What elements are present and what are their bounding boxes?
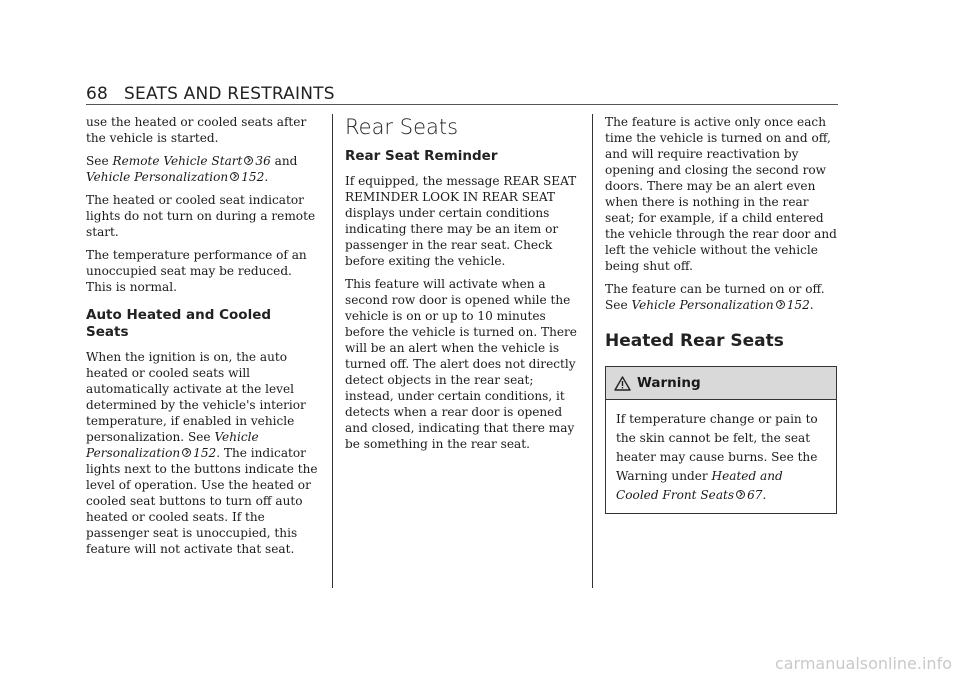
page-header xyxy=(86,84,335,104)
page-reference-icon xyxy=(244,156,253,165)
see-text: See xyxy=(86,154,109,168)
paragraph: This feature will activate when a second row door is opened while the vehicle is on or up to 10 minutes before the vehicle is turned on. There will be an alert when the vehicle is turned off. The alert does not directly detect objects in the rear seat; instead, under certain conditions, it detects when a rear door is opened and closed, indicating that there may be something in the rear seat. xyxy=(345,277,577,451)
page-ref[interactable]: 152 xyxy=(241,170,265,184)
warning-triangle-icon xyxy=(614,376,631,391)
and-text: and xyxy=(274,154,298,168)
column-divider-1 xyxy=(332,114,333,588)
paragraph-text: When the ignition is on, the auto heated or cooled seats will automatically activate at the level determined by the vehicle's interior temperature, if enabled in vehicle personalization. See xyxy=(86,350,306,444)
paragraph: The heated or cooled seat indicator lights do not turn on during a remote start. xyxy=(86,193,316,239)
paragraph: The feature can be turned on or off. See Vehicle Personalization 152. xyxy=(605,282,825,312)
section-heading: Heated Rear Seats xyxy=(605,331,784,351)
paragraph: The temperature performance of an unoccupied seat may be reduced. This is normal. xyxy=(86,248,307,294)
column-2 xyxy=(345,114,577,459)
link-heated-cooled-front-seats[interactable]: Heated and Cooled Front Seats xyxy=(616,469,783,502)
warning-text: If temperature change or pain to the skin cannot be felt, the seat heater may cause burns. See the Warning under xyxy=(616,412,818,483)
page-reference-icon xyxy=(182,448,191,457)
page-number: 68 xyxy=(86,84,109,104)
page-reference-icon xyxy=(776,300,785,309)
warning-body: If temperature change or pain to the skin cannot be felt, the seat heater may cause burns. See the Warning under Heated and Cooled Front Seats 67. xyxy=(616,412,818,502)
see-text: See xyxy=(605,298,628,312)
column-divider-2 xyxy=(592,114,593,588)
paragraph: See Remote Vehicle Start 36 and Vehicle Personalization 152. xyxy=(86,154,298,184)
page-ref[interactable]: 152 xyxy=(193,446,217,460)
paragraph xyxy=(86,349,318,557)
paragraph-text: The feature can be turned on or off. xyxy=(605,282,825,296)
paragraph: The feature is active only once each time the vehicle is turned on and off, and will require reactivation by opening and closing the second row doors. There may be an alert even when there is nothing in the rear seat; for example, if a child entered the vehicle through the rear door and left the vehicle without the vehicle being shut off. xyxy=(605,115,837,273)
column-1 xyxy=(86,114,318,564)
link-remote-vehicle-start[interactable]: Remote Vehicle Start xyxy=(112,154,243,168)
column-3 xyxy=(605,114,837,514)
subsection-heading: Rear Seat Reminder xyxy=(345,148,498,164)
header-rule xyxy=(86,104,838,105)
page-reference-icon xyxy=(736,490,745,499)
paragraph-text: . The indicator lights next to the buttons indicate the level of operation. Use the heated or cooled seat buttons to turn off auto heated or cooled seats. If the passenger seat is unoccupied, this feature will not activate that seat. xyxy=(86,446,318,556)
paragraph: If equipped, the message REAR SEAT REMINDER LOOK IN REAR SEAT displays under certain conditions indicating there may be an item or passenger in the rear seat. Check before exiting the vehicle. xyxy=(345,174,577,268)
watermark: carmanualsonline.info xyxy=(774,654,952,673)
section-title: SEATS AND RESTRAINTS xyxy=(124,84,335,104)
page-reference-icon xyxy=(230,172,239,181)
section-heading: Rear Seats xyxy=(345,115,459,139)
subsection-heading: Auto Heated and Cooled Seats xyxy=(86,307,272,340)
warning-header xyxy=(606,367,836,400)
link-vehicle-personalization[interactable]: Vehicle Personalization xyxy=(86,430,259,460)
link-vehicle-personalization[interactable]: Vehicle Personalization xyxy=(631,298,774,312)
warning-box xyxy=(605,366,837,514)
paragraph: use the heated or cooled seats after the vehicle is started. xyxy=(86,115,307,145)
page-ref[interactable]: 152 xyxy=(786,298,810,312)
page-ref[interactable]: 67 xyxy=(747,488,763,502)
page-ref[interactable]: 36 xyxy=(255,154,271,168)
warning-title: Warning xyxy=(637,375,701,391)
link-vehicle-personalization[interactable]: Vehicle Personalization xyxy=(86,170,229,184)
